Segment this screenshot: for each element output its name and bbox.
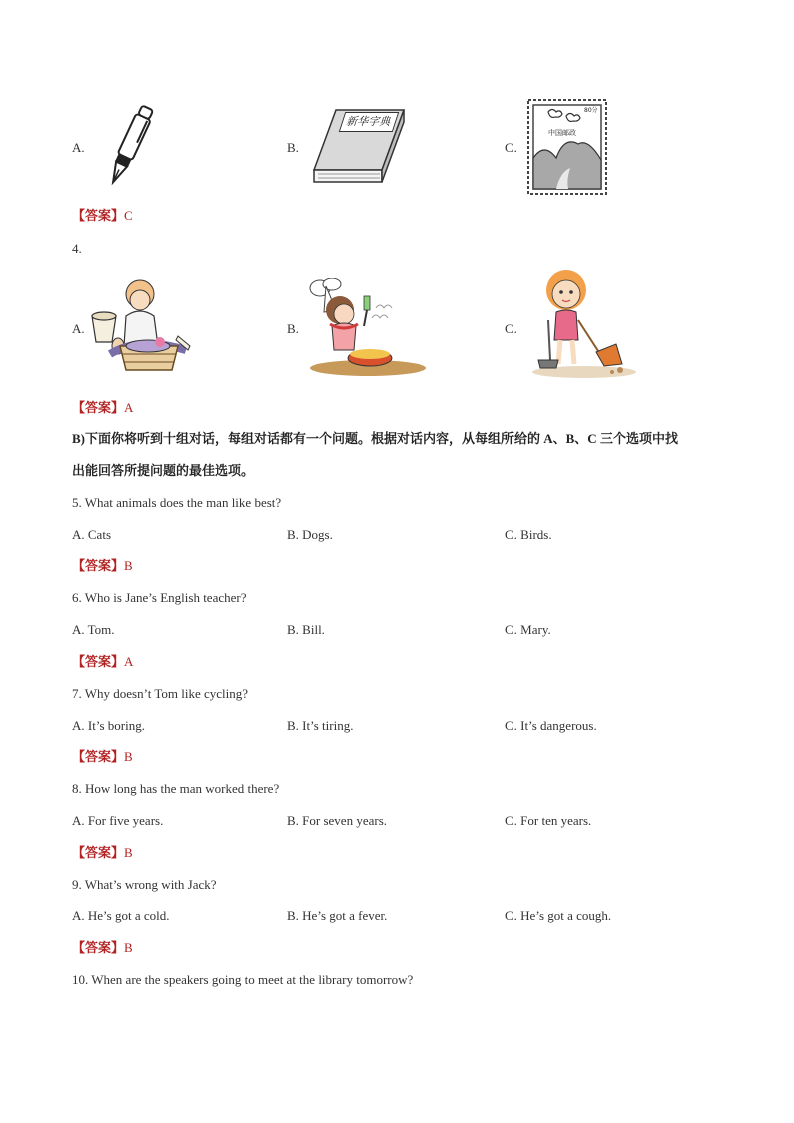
answer-value: B [124, 845, 133, 860]
question-9-option-c: C. He’s got a cough. [505, 908, 612, 923]
question-7-answer [72, 749, 133, 765]
q3-option-c-letter: C. [505, 140, 517, 155]
cooking-illustration [306, 278, 428, 378]
answer-label: 【答案】 [72, 845, 125, 860]
question-6-option-a: A. Tom. [72, 622, 115, 637]
question-6-text: 6. Who is Jane’s English teacher? [72, 590, 247, 605]
question-9-option-b: B. He’s got a fever. [287, 908, 388, 923]
question-7-option-a: A. It’s boring. [72, 718, 145, 733]
question-9-text: 9. What’s wrong with Jack? [72, 877, 217, 892]
answer-label: 【答案】 [72, 654, 125, 669]
section-b-instructions-line2: 出能回答所提问题的最佳选项。 [72, 463, 255, 478]
washing-clothes-illustration [90, 276, 196, 374]
question-8-option-a: A. For five years. [72, 813, 164, 828]
answer-value: C [124, 208, 133, 223]
question-9-answer [72, 940, 133, 956]
q3-answer [72, 208, 133, 224]
question-10-text: 10. When are the speakers going to meet at the library tomorrow? [72, 972, 414, 987]
question-6-option-b: B. Bill. [287, 622, 325, 637]
question-5-option-c: C. Birds. [505, 527, 552, 542]
q3-option-b-letter: B. [287, 140, 299, 155]
dictionary-illustration [308, 106, 408, 188]
q4-option-b-letter: B. [287, 321, 299, 336]
question-5-option-a: A. Cats [72, 527, 111, 542]
question-8-option-c: C. For ten years. [505, 813, 592, 828]
answer-value: B [124, 749, 133, 764]
q3-option-a-letter: A. [72, 140, 85, 155]
q4-option-a-letter: A. [72, 321, 85, 336]
pen-illustration [100, 100, 160, 192]
question-5-text: 5. What animals does the man like best? [72, 495, 282, 510]
question-7-text: 7. Why doesn’t Tom like cycling? [72, 686, 249, 701]
q4-number: 4. [72, 241, 82, 256]
question-8-option-b: B. For seven years. [287, 813, 388, 828]
stamp-value: 80分 [584, 107, 598, 114]
sweeping-illustration [524, 268, 636, 380]
question-9-option-a: A. He’s got a cold. [72, 908, 170, 923]
answer-label: 【答案】 [72, 558, 125, 573]
question-7-option-b: B. It’s tiring. [287, 718, 354, 733]
answer-label: 【答案】 [72, 749, 125, 764]
stamp-illustration [526, 98, 608, 196]
question-6-answer [72, 654, 133, 670]
answer-label: 【答案】 [72, 208, 125, 223]
q4-option-c-letter: C. [505, 321, 517, 336]
question-8-text: 8. How long has the man worked there? [72, 781, 280, 796]
answer-value: B [124, 558, 133, 573]
q4-answer [72, 400, 133, 416]
answer-value: A [124, 654, 134, 669]
question-8-answer [72, 845, 133, 861]
question-5-option-b: B. Dogs. [287, 527, 333, 542]
question-7-option-c: C. It’s dangerous. [505, 718, 597, 733]
question-5-answer [72, 558, 133, 574]
answer-label: 【答案】 [72, 940, 125, 955]
section-b-instructions-line1: B)下面你将听到十组对话，每组对话都有一个问题。根据对话内容，从每组所给的 A、B、C 三个选项中找 [72, 431, 678, 446]
question-6-option-c: C. Mary. [505, 622, 551, 637]
answer-label: 【答案】 [72, 400, 125, 415]
answer-value: A [124, 400, 134, 415]
answer-value: B [124, 940, 133, 955]
dictionary-title: 新华字典 [339, 112, 399, 132]
stamp-country: 中国邮政 [548, 129, 576, 137]
